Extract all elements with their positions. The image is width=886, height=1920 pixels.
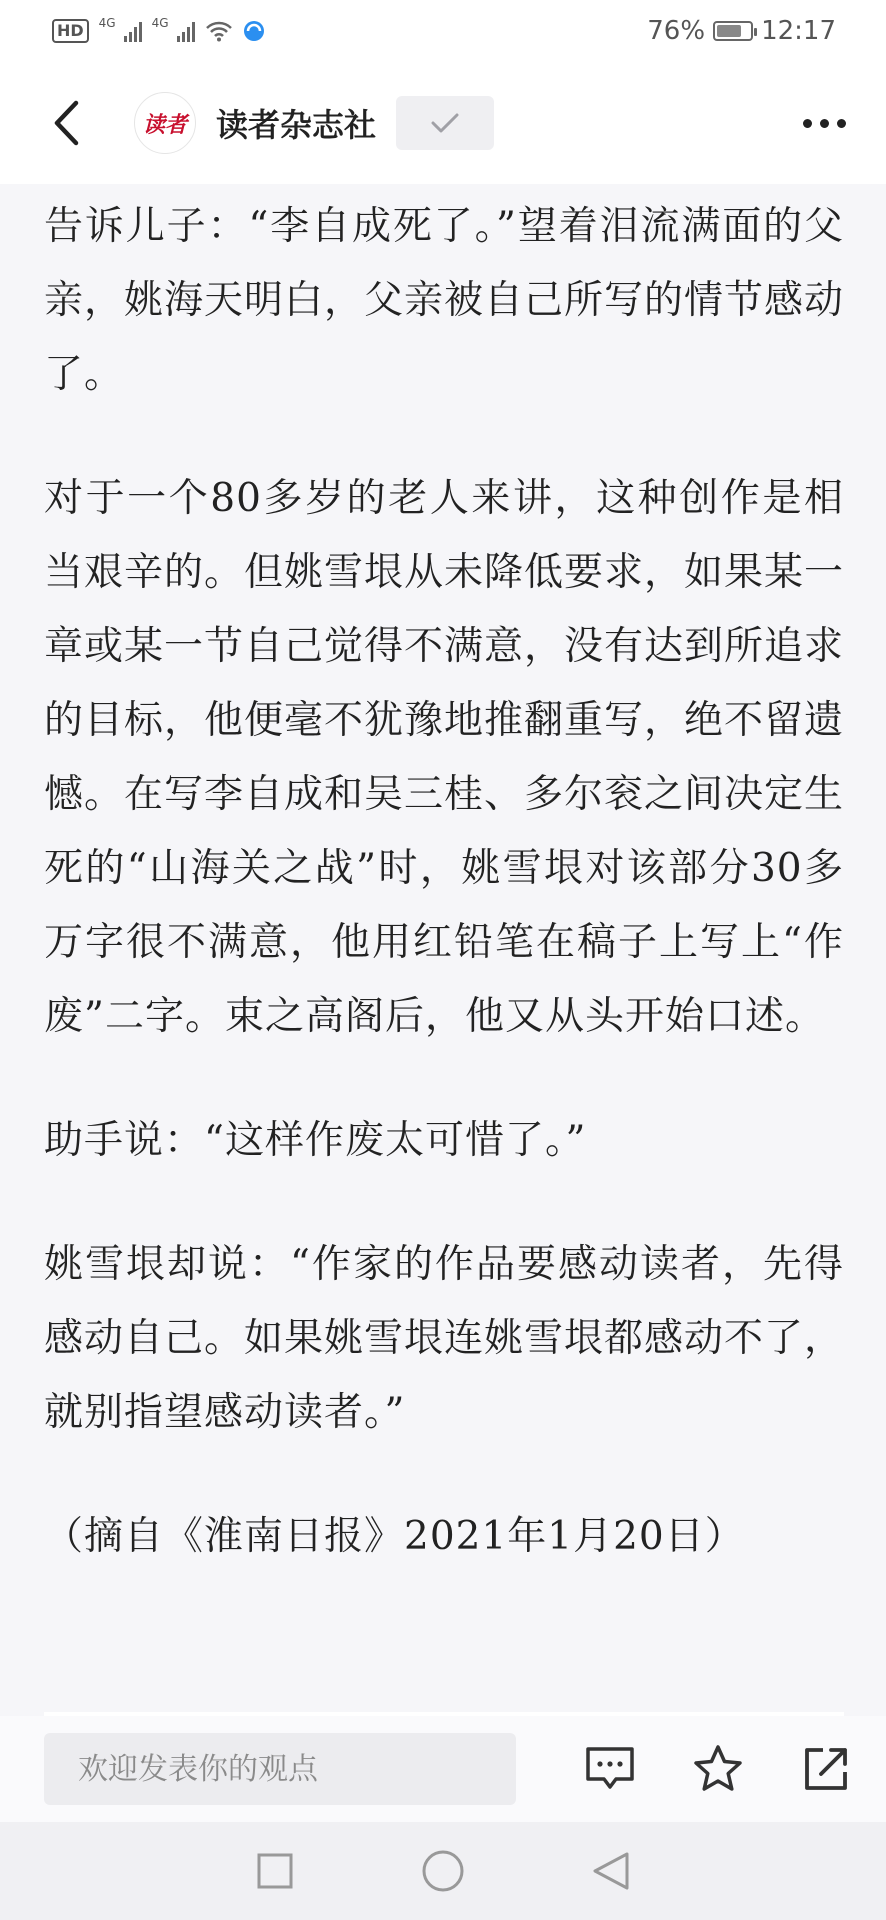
back-button[interactable] xyxy=(46,93,86,153)
nav-back-button[interactable] xyxy=(586,1846,636,1896)
network-type-label: 4G xyxy=(151,16,169,30)
followed-button[interactable] xyxy=(396,96,494,150)
comment-bar xyxy=(0,1716,886,1822)
battery-icon xyxy=(713,21,753,41)
clock: 12:17 xyxy=(761,16,836,46)
system-nav-bar xyxy=(0,1822,886,1920)
status-left xyxy=(52,16,265,43)
action-icons xyxy=(580,1739,856,1799)
comment-button[interactable] xyxy=(580,1739,640,1799)
article-source: （摘自《淮南日报》2021年1月20日） xyxy=(44,1514,745,1559)
back-arrow-icon xyxy=(52,99,80,147)
article-paragraph: 姚雪垠却说：“作家的作品要感动读者，先得感动自己。如果姚雪垠连姚雪垠都感动不了，就别指望感动读者。” xyxy=(44,1242,845,1435)
back-triangle-icon xyxy=(591,1850,631,1892)
share-button[interactable] xyxy=(796,1739,856,1799)
more-options-button[interactable] xyxy=(803,109,846,138)
battery-percent: 76% xyxy=(647,16,706,46)
home-icon xyxy=(421,1849,465,1893)
status-bar xyxy=(0,0,886,62)
recent-apps-button[interactable] xyxy=(250,1846,300,1896)
comment-icon xyxy=(584,1745,636,1793)
signal-icon xyxy=(177,20,195,42)
network-type-label: 4G xyxy=(98,16,116,30)
article-paragraph: 告诉儿子：“李自成死了。”望着泪流满面的父亲，姚海天明白，父亲被自己所写的情节感动了。 xyxy=(44,204,845,397)
signal-icon xyxy=(124,20,142,42)
favorite-button[interactable] xyxy=(688,1739,748,1799)
more-dots-icon xyxy=(803,119,846,128)
share-icon xyxy=(801,1744,851,1794)
article-paragraph: 对于一个80多岁的老人来讲，这种创作是相当艰辛的。但姚雪垠从未降低要求，如果某一章或某一节自己觉得不满意，没有达到所追求的目标，他便毫不犹豫地推翻重写，绝不留遗憾。在写李自成和吴三桂、多尔衮之间决定生死的“山海关之战”时，姚雪垠对该部分30多万字很不满意，他用红铅笔在稿子上写上“作废”二字。束之高阁后，他又从头开始口述。 xyxy=(44,476,845,1039)
hd-icon: HD xyxy=(52,19,89,43)
recent-apps-icon xyxy=(256,1852,294,1890)
article-body xyxy=(44,190,844,1624)
magazine-name[interactable]: 读者杂志社 xyxy=(216,106,377,144)
status-right xyxy=(647,16,836,46)
battery-fill xyxy=(717,25,741,37)
home-button[interactable] xyxy=(418,1846,468,1896)
star-icon xyxy=(691,1743,745,1795)
wifi-icon xyxy=(205,20,233,42)
article-header xyxy=(0,62,886,184)
article-paragraph: 助手说：“这样作废太可惜了。” xyxy=(44,1118,587,1163)
browser-app-icon xyxy=(243,20,265,42)
checkmark-icon xyxy=(430,112,460,134)
comment-input[interactable] xyxy=(44,1733,516,1805)
magazine-logo[interactable]: 读者 xyxy=(134,92,196,154)
